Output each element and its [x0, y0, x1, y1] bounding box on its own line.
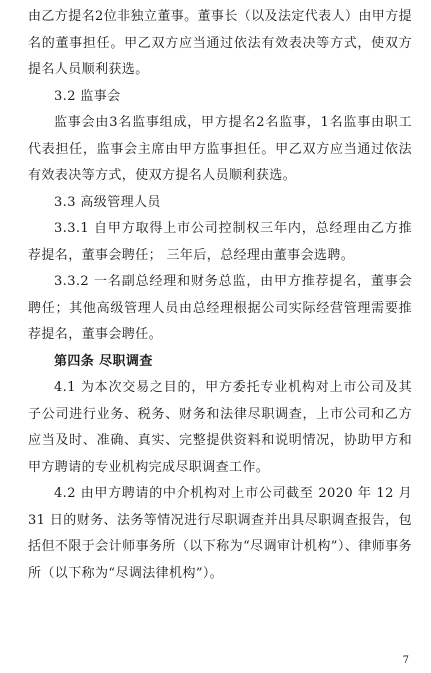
paragraph-supervisory-board: 监事会由3名监事组成，甲方提名2名监事，1名监事由职工代表担任，监事会主席由甲方监事担任。甲乙双方应当通过依法有效表决等方式，使双方提名人员顺利获选。 [28, 115, 412, 183]
page-number: 7 [402, 655, 409, 666]
paragraph-due-diligence-agencies: 4.2 由甲方聘请的中介机构对上市公司截至 2020 年 12 月 31 日的财务、法务等情况进行尽职调查并出具尽职调查报告，包括但不限于会计师事务所（以下称为“尽调审计机构”）、律师事务所（以下称为“尽调法律机构”）。 [28, 486, 412, 581]
document-body [28, 4, 412, 587]
paragraph-board-nomination: 由乙方提名2位非独立董事。董事长（以及法定代表人）由甲方提名的董事担任。甲乙双方应当通过依法有效表决等方式，使双方提名人员顺利获选。 [28, 9, 412, 77]
article-heading-due-diligence: 第四条 尽职调查 [54, 353, 153, 369]
section-heading-senior-management: 3.3 高级管理人员 [54, 194, 161, 210]
paragraph-deputy-gm-cfo: 3.3.2 一名副总经理和财务总监，由甲方推荐提名，董事会聘任；其他高级管理人员由总经理根据公司实际经营管理需要推荐提名，董事会聘任。 [28, 274, 412, 342]
paragraph-general-manager: 3.3.1 自甲方取得上市公司控制权三年内，总经理由乙方推荐提名，董事会聘任； 三年后，总经理由董事会选聘。 [28, 221, 412, 263]
section-heading-supervisory-board: 3.2 监事会 [54, 88, 121, 104]
paragraph-due-diligence-scope: 4.1 为本次交易之目的，甲方委托专业机构对上市公司及其子公司进行业务、税务、财务和法律尽职调查，上市公司和乙方应当及时、准确、真实、完整提供资料和说明情况，协助甲方和甲方聘请的专业机构完成尽职调查工作。 [28, 380, 412, 475]
